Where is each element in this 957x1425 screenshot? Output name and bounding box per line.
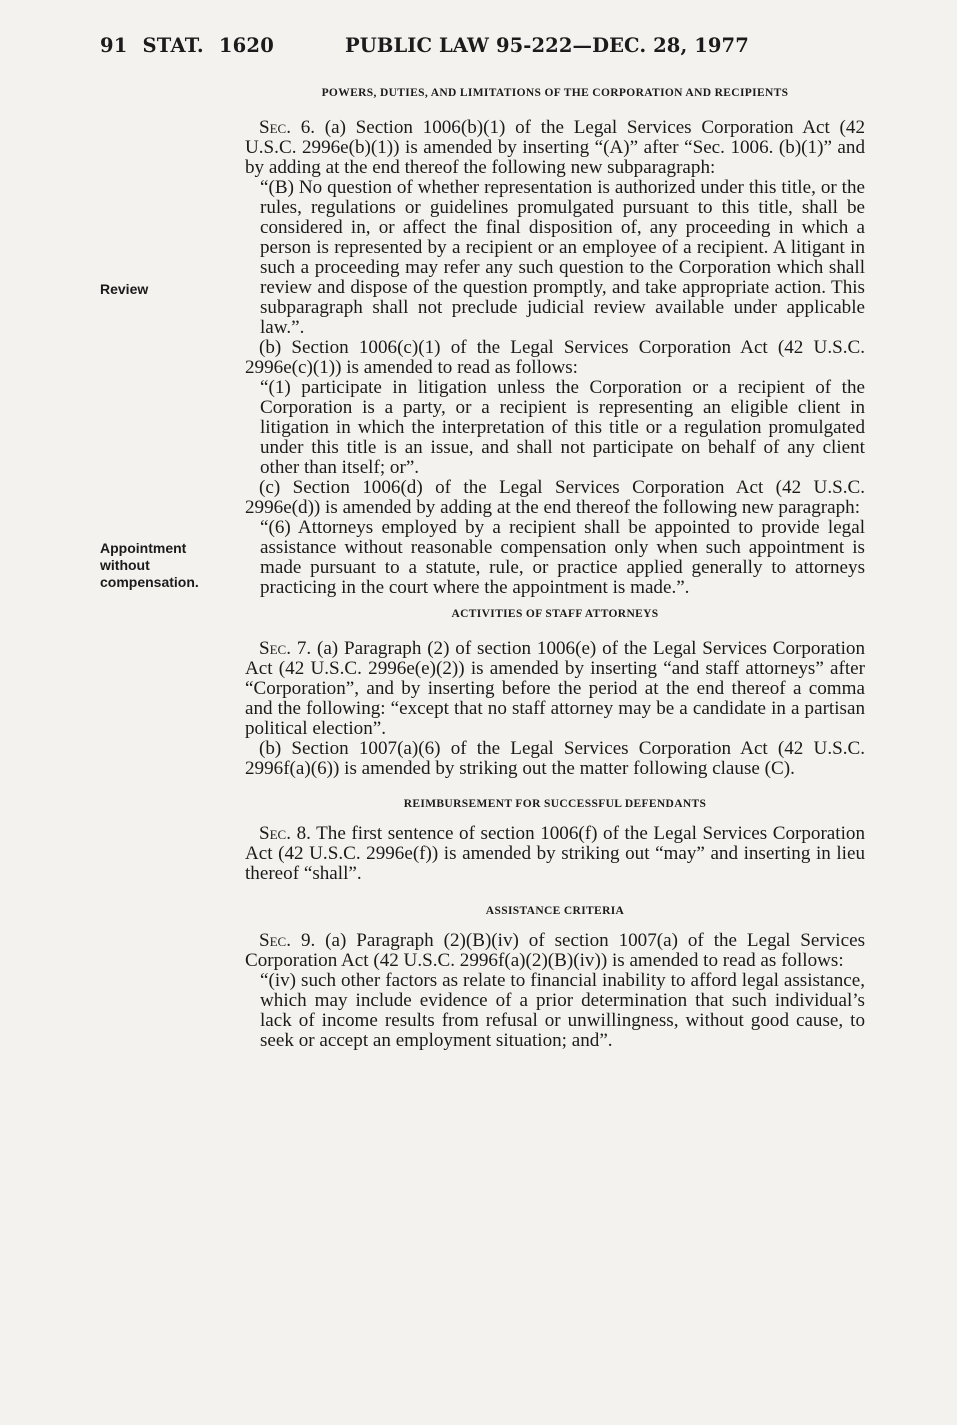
sec-lead: Sec.: [259, 823, 292, 844]
margin-note-appointment: [100, 540, 230, 591]
sec7-paragraph-b: (b) Section 1007(a)(6) of the Legal Services Corporation Act (42 U.S.C. 2996f(a)(6)) is amended by striking out the matter following clause (C).: [245, 738, 865, 779]
sec6-paragraph-b: (b) Section 1006(c)(1) of the Legal Services Corporation Act (42 U.S.C. 2996e(c)(1)) is amended to read as follows:: [245, 337, 865, 378]
margin-note-review: Review: [100, 281, 149, 297]
margin-note-line: compensation.: [100, 574, 199, 590]
sec-lead: Sec.: [259, 117, 292, 138]
sec6-b-quoted-text: “(1) participate in litigation unless the Corporation or a recipient of the Corporation is a party, or a recipient is representing an eligible client in litigation in which the interpretation of this title or a regulation promulgated under this title is an issue, and shall not participate on behalf of any client other than itself; or”.: [260, 377, 865, 478]
sec7-a-text: 7. (a) Paragraph (2) of section 1006(e) of the Legal Services Corporation Act (42 U.S.C. 2996e(e)(2)) is amended by inserting “and staff attorneys” after “Corporation”, and by inserting before the period at the end thereof a comma and the following: “except that no staff attorney may be a candidate in a partisan political election”.: [245, 638, 866, 739]
sec8-text: 8. The first sentence of section 1006(f) of the Legal Services Corporation Act (42 U.S.C. 2996e(f)) is amended by striking out “may” and inserting in lieu thereof “shall”.: [245, 823, 865, 884]
sec6-paragraph-a: [245, 118, 865, 178]
sec6-paragraph-c: (c) Section 1006(d) of the Legal Services Corporation Act (42 U.S.C. 2996e(d)) is amended by adding at the end thereof the following new paragraph:: [245, 477, 865, 518]
sec-lead: Sec.: [259, 930, 292, 951]
section-heading-assistance: ASSISTANCE CRITERIA: [485, 905, 625, 917]
page-header: [100, 34, 860, 66]
sec6-a-quoted-text: “(B) No question of whether representation is authorized under this title, or the rules, regulations or guidelines promulgated pursuant to this title, shall be considered in, or affect the final disposition of, any proceeding in which a person is represented by a recipient or an employee of a recipient. A litigant in such a proceeding may refer any such question to the Corporation which shall review and dispose of the question promptly, and take appropriate action. This subparagraph shall not preclude judicial review available under applicable law.”.: [260, 177, 865, 338]
statute-citation: 91 STAT. 1620: [100, 34, 274, 57]
public-law-title: PUBLIC LAW 95-222—DEC. 28, 1977: [345, 34, 749, 57]
sec9-a-text: 9. (a) Paragraph (2)(B)(iv) of section 1007(a) of the Legal Services Corporation Act (42 U.S.C. 2996f(a)(2)(B)(iv)) is amended to read as follows:: [245, 930, 865, 971]
sec8-paragraph: [245, 824, 865, 884]
section-heading-powers: POWERS, DUTIES, AND LIMITATIONS OF THE CORPORATION AND RECIPIENTS: [321, 87, 789, 99]
section-heading-reimbursement: REIMBURSEMENT FOR SUCCESSFUL DEFENDANTS: [403, 798, 707, 810]
sec9-a-quoted-text: “(iv) such other factors as relate to financial inability to afford legal assistance, which may include evidence of a prior determination that such individual’s lack of income results from refusal or unwillingness, without good cause, to seek or accept an employment situation; and”.: [260, 970, 865, 1051]
sec9-paragraph-a: [245, 931, 865, 971]
sec6-a-text: 6. (a) Section 1006(b)(1) of the Legal Services Corporation Act (42 U.S.C. 2996e(b)(1)) is amended by inserting “(A)” after “Sec. 1006. (b)(1)” and by adding at the end thereof the following new subparagraph:: [245, 117, 865, 178]
sec-lead: Sec.: [259, 638, 292, 659]
section-heading-staff: ACTIVITIES OF STAFF ATTORNEYS: [451, 608, 659, 620]
sec7-paragraph-a: [245, 639, 865, 739]
margin-note-line: without: [100, 557, 150, 573]
statute-body: [245, 86, 865, 1051]
margin-note-line: Appointment: [100, 540, 187, 556]
sec6-c-quoted-text: “(6) Attorneys employed by a recipient shall be appointed to provide legal assistance without reasonable compensation only when such appointment is made pursuant to a statute, rule, or practice applied generally to attorneys practicing in the court where the appointment is made.”.: [260, 517, 865, 598]
